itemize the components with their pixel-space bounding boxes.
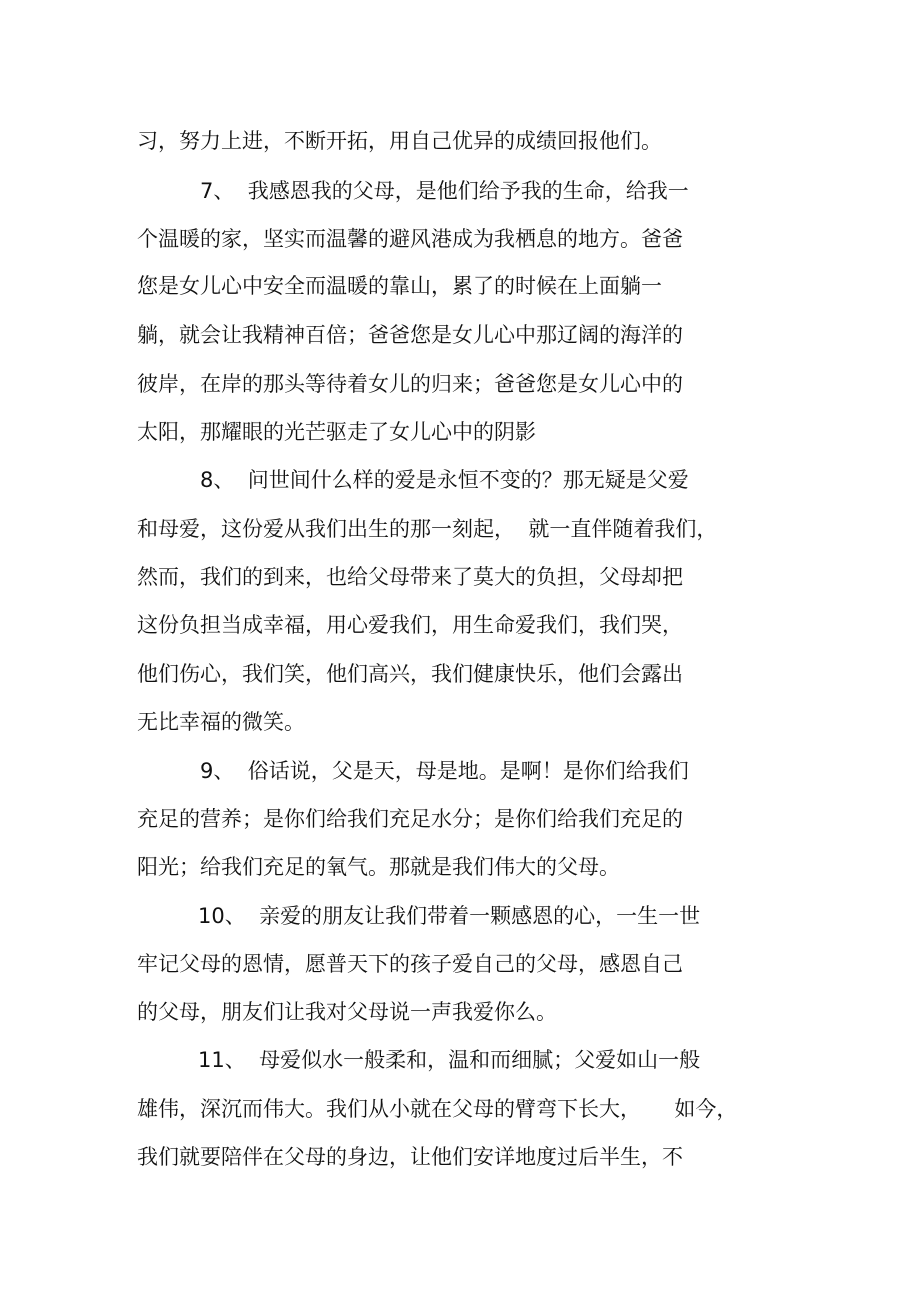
text-line: 的父母，朋友们让我对父母说一声我爱你么。 <box>137 1000 557 1024</box>
text-line: 9、 俗话说，父是天，母是地。是啊！是你们给我们 <box>200 759 689 783</box>
text-line: 7、 我感恩我的父母，是他们给予我的生命，给我一 <box>200 179 689 203</box>
text-line: 这份负担当成幸福，用心爱我们，用生命爱我们，我们哭， <box>137 613 683 637</box>
text-line: 和母爱，这份爱从我们出生的那一刻起， 就一直伴随着我们， <box>137 517 718 541</box>
text-line: 您是女儿心中安全而温暖的靠山，累了的时候在上面躺一 <box>137 274 662 298</box>
text-line: 躺，就会让我精神百倍；爸爸您是女儿心中那辽阔的海洋的 <box>137 323 683 347</box>
text-line: 习，努力上进，不断开拓，用自己优异的成绩回报他们。 <box>137 129 662 153</box>
text-line: 牢记父母的恩情，愿普天下的孩子爱自己的父母，感恩自己 <box>137 952 683 976</box>
text-line: 然而，我们的到来，也给父母带来了莫大的负担，父母却把 <box>137 565 683 589</box>
text-line: 8、 问世间什么样的爱是永恒不变的？那无疑是父爱 <box>200 468 689 492</box>
text-line: 他们伤心，我们笑，他们高兴，我们健康快乐，他们会露出 <box>137 662 683 686</box>
text-line: 充足的营养；是你们给我们充足水分；是你们给我们充足的 <box>137 807 683 831</box>
text-line: 个温暖的家，坚实而温馨的避风港成为我栖息的地方。爸爸 <box>137 227 683 251</box>
text-line: 彼岸，在岸的那头等待着女儿的归来；爸爸您是女儿心中的 <box>137 372 683 396</box>
text-line: 11、 母爱似水一般柔和，温和而细腻；父爱如山一般 <box>198 1048 701 1072</box>
text-line: 无比幸福的微笑。 <box>137 710 305 734</box>
text-line: 太阳，那耀眼的光芒驱走了女儿心中的阴影 <box>137 420 536 444</box>
text-line: 阳光；给我们充足的氧气。那就是我们伟大的父母。 <box>137 855 620 879</box>
text-line: 10、 亲爱的朋友让我们带着一颗感恩的心，一生一世 <box>198 904 701 928</box>
text-line: 雄伟，深沉而伟大。我们从小就在父母的臂弯下长大， 如今， <box>137 1097 738 1121</box>
text-line: 我们就要陪伴在父母的身边，让他们安详地度过后半生，不 <box>137 1145 683 1169</box>
